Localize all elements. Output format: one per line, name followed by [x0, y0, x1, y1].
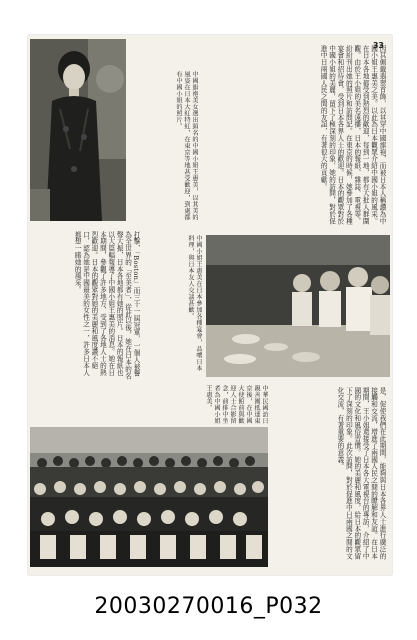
group-crowd-figure: [30, 427, 268, 567]
article-column-middle-left: 打擊，「Boston」而三十一屆冠軍，一個人被譽為全世界的「至美者」，從此以後，她在日本的名聲大振，日本各地都有她的照片。日本的報紙也以大篇幅報導了中國小姐王惠美的消息。她在日本期間，參觀了許多地方，受到了各地人士的熱烈歡迎。日本的觀眾對她的美麗和風度讚不絕口，認為她是中國最美的女性之一，許多日本人都想一睹她的風采。: [73, 231, 140, 380]
banquet-scene-figure: [206, 235, 390, 377]
archive-identifier: 20030270016_P032: [94, 594, 323, 619]
group-photo: [30, 427, 268, 567]
woman-in-qipao-figure: [30, 39, 126, 221]
group-photo-caption: 中華民國訪日親善團抵達東京後，在中國大使館前與歡迎人士合影留念，前排中坐者為中國小姐王惠美。: [205, 385, 268, 424]
page-number: 33: [372, 41, 384, 50]
article-column-top-right: 因其佩戴翡翠首飾，以其穿中國旗袍，而被日本人稱讚為中國小姐王惠美之美。以此為日本觀眾介紹中國小姐的風采。在日本各地都受到熱烈的歡迎，每到一地，都有大批人群圍觀。由於王小姐的美名遠播，日本的報紙、雜誌、電視等，紛紛刊出她的照片和訪問記。在東京的時候，她參加了各種宴會和招待會，受到日本各界人士的歡迎。日本的觀眾對於中國小姐的美麗，留下了極深刻的印象，她的訪問，對於促進中日兩國人民之間的友誼，有著很大的貢獻。: [319, 45, 386, 225]
article-column-bottom-right: 是，促使我們在此期間，能夠與日本各界人士進行廣泛的接觸和交流，增進了兩國人民之間的瞭解和友誼。在日本期間，王小姐還接受了日本各大電視台的專訪，介紹了中國的文化和風俗習慣。她的美麗和風度，給日本的觀眾留下了深刻的印象。此次訪問，對於促進中日兩國之間的文化交流，有著重要的意義。: [335, 387, 386, 560]
portrait-photo: [30, 39, 126, 221]
banquet-photo-caption: 中國小姐王惠美在日本參加各種宴會，品嚐日本料理，與日本友人交談甚歡。: [187, 235, 202, 372]
magazine-page: [28, 35, 392, 575]
banquet-photo: [206, 235, 390, 377]
portrait-photo-caption: 中國旗袍美女選出頭名的中國小姐王惠美，以其美的風姿在日本大紅特紅，在東京等地甚受歡迎，到處都有中國小姐的照片。: [175, 71, 198, 221]
